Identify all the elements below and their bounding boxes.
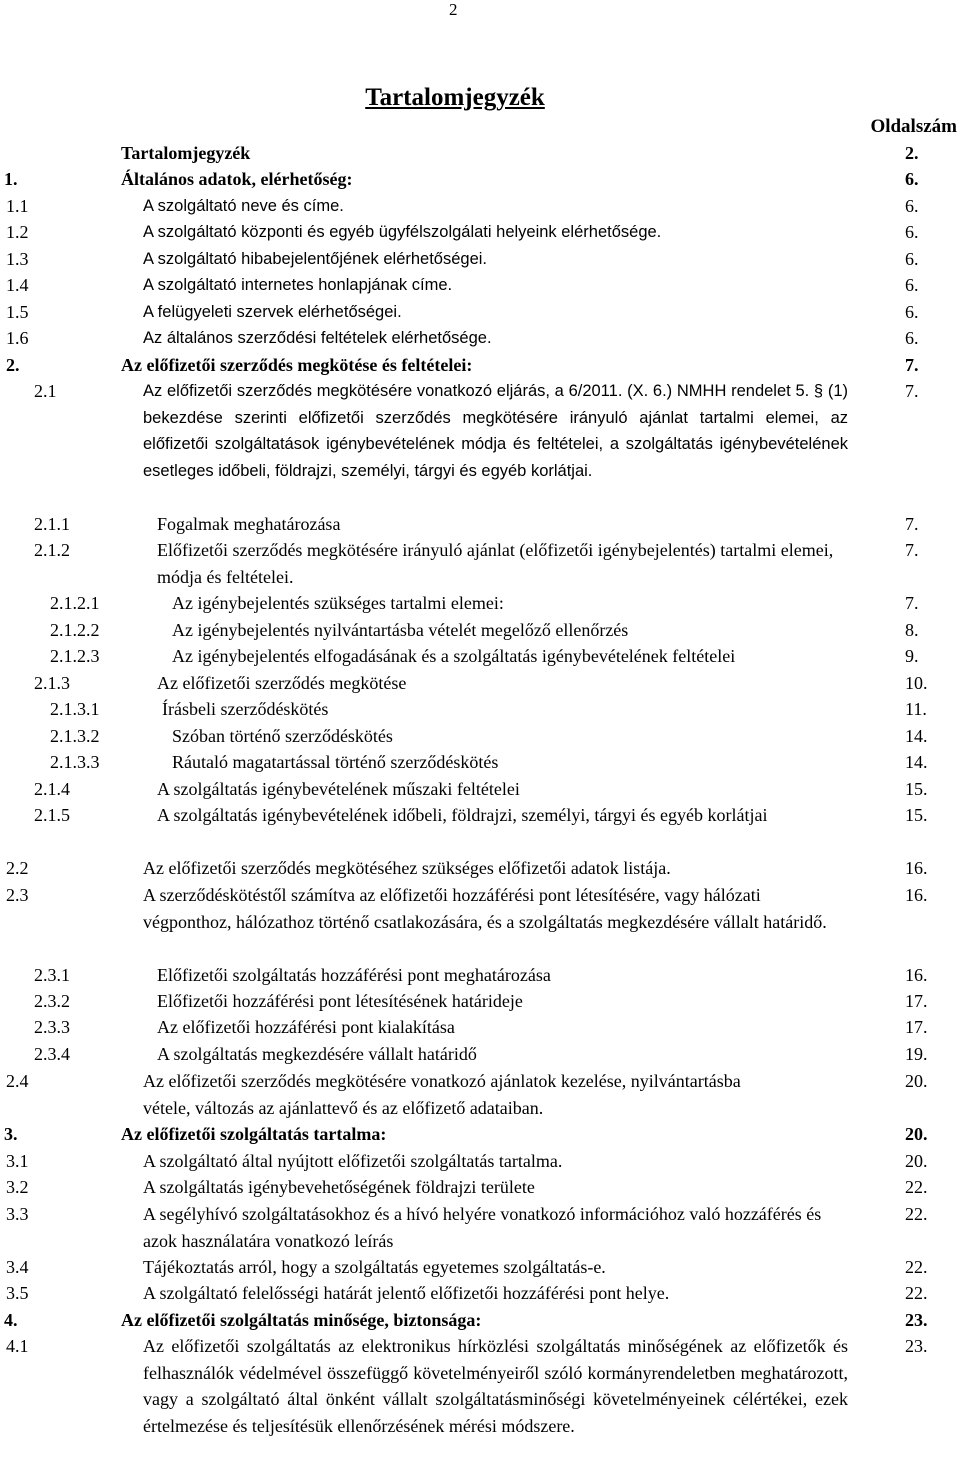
toc-entry-page: 6. [905,249,919,269]
toc-entry-number: 3.3 [6,1204,29,1224]
toc-entry-page: 15. [905,805,928,825]
toc-entry-title: A szolgáltató központi és egyéb ügyfélszolgálati helyeink elérhetősége. [143,223,662,241]
toc-entry-title: A szolgáltató felelősségi határát jelentő előfizetői hozzáférési pont helye. [143,1283,670,1303]
toc-entry-number: 2.1.2 [34,540,70,560]
toc-entry-page: 6. [905,275,919,295]
toc-entry-number: 2.1.4 [34,779,70,799]
toc-entry-title: A szolgáltató neve és címe. [143,197,344,215]
toc-entry-page: 7. [905,355,919,375]
toc-entry-number: 2.1.3 [34,673,70,693]
toc-entry-page: 16. [905,858,928,878]
toc-entry-title: Az igénybejelentés nyilvántartásba vételét megelőző ellenőrzés [172,620,629,640]
toc-entry-page: 14. [905,726,928,746]
toc-entry-title: Az előfizetői hozzáférési pont kialakítása [157,1017,455,1037]
toc-entry-page: 14. [905,752,928,772]
toc-entry-page: 6. [905,222,919,242]
document-title: Tartalomjegyzék [365,84,545,111]
toc-entry-title: Az előfizetői szolgáltatás minősége, biztonsága: [121,1310,482,1330]
toc-entry-page: 8. [905,620,919,640]
toc-entry-page: 2. [905,143,919,163]
toc-entry-title: A szolgáltatás igénybevehetőségének földrajzi területe [143,1177,535,1197]
toc-entry-title: Írásbeli szerződéskötés [162,699,329,719]
toc-entry-title: Az igénybejelentés elfogadásának és a szolgáltatás igénybevételének feltételei [172,646,736,666]
page-number: 2 [449,0,458,19]
toc-entry-number: 2.4 [6,1071,29,1091]
toc-entry-number: 1.2 [6,222,29,242]
toc-entry-title: Az előfizetői szerződés megkötésére vonatkozó ajánlatok kezelése, nyilvántartásba vétele, változás az ajánlattevő és az előfizető adataiban. [143,1071,741,1118]
toc-entry-number: 4.1 [6,1336,29,1356]
toc-entry-page: 22. [905,1257,928,1277]
toc-entry-title: Az előfizetői szolgáltatás tartalma: [121,1124,387,1144]
toc-entry-page: 17. [905,1017,928,1037]
toc-entry-number: 2.1.3.1 [50,699,100,719]
toc-entry-title: A szolgáltató által nyújtott előfizetői szolgáltatás tartalma. [143,1151,563,1171]
toc-entry-title: A szolgáltató internetes honlapjának címe. [143,276,453,294]
toc-entry-page: 7. [905,540,919,560]
toc-entry-title: Szóban történő szerződéskötés [172,726,393,746]
toc-entry-title: Előfizetői szolgáltatás hozzáférési pont meghatározása [157,965,551,985]
toc-entry-number: 2.1.2.2 [50,620,100,640]
toc-entry-page: 22. [905,1283,928,1303]
toc-entry-page: 7. [905,514,919,534]
toc-entry-page: 20. [905,1151,928,1171]
toc-entry-page: 10. [905,673,928,693]
toc-entry-title: Az előfizetői szerződés megkötése és feltételei: [121,355,473,375]
toc-entry-title: Általános adatok, elérhetőség: [121,169,353,189]
toc-entry-title: A szolgáltatás igénybevételének műszaki feltételei [157,779,520,799]
toc-entry-number: 2.1.3.3 [50,752,100,772]
toc-entry-number: 2.1.5 [34,805,70,825]
toc-entry-title: Az előfizetői szerződés megkötéséhez szükséges előfizetői adatok listája. [143,858,671,878]
toc-entry-number: 1.6 [6,328,29,348]
toc-entry-number: 3.2 [6,1177,29,1197]
toc-entry-page: 6. [905,302,919,322]
toc-entry-title: A szolgáltatás megkezdésére vállalt határidő [157,1044,477,1064]
toc-entry-page: 7. [905,381,919,401]
toc-entry-page: 6. [905,169,919,189]
toc-entry-number: 1.3 [6,249,29,269]
toc-entry-number: 4. [4,1310,18,1330]
toc-entry-title: Az általános szerződési feltételek elérhetősége. [143,329,492,347]
toc-entry-title: Fogalmak meghatározása [157,514,341,534]
toc-entry-page: 11. [905,699,927,719]
toc-entry-number: 2.3 [6,885,29,905]
toc-entry-number: 2.1.1 [34,514,70,534]
toc-entry-number: 2.1.2.3 [50,646,100,666]
toc-entry-number: 2.3.4 [34,1044,70,1064]
toc-entry-number: 3.5 [6,1283,29,1303]
toc-entry-number: 2.3.2 [34,991,70,1011]
toc-entry-page: 9. [905,646,919,666]
toc-entry-title: Az előfizetői szerződés megkötése [157,673,407,693]
toc-entry-title: Előfizetői szerződés megkötésére irányuló ajánlat (előfizetői igénybejelentés) tartalmi elemei, módja és feltételei. [157,540,834,587]
toc-entry-title: A szerződéskötéstől számítva az előfizetői hozzáférési pont létesítésére, vagy hálózati végponthoz, hálózathoz történő csatlakozására, és a szolgáltatás megkezdésére vállalt határidő. [143,885,827,932]
toc-entry-page: 20. [905,1071,928,1091]
page-column-header: Oldalszám [870,116,957,137]
toc-entry-page: 22. [905,1204,928,1224]
toc-entry-number: 2.1.3.2 [50,726,100,746]
toc-entry-page: 20. [905,1124,928,1144]
toc-entry-title: Ráutaló magatartással történő szerződéskötés [172,752,499,772]
toc-entry-title: Az igénybejelentés szükséges tartalmi elemei: [172,593,504,613]
toc-entry-page: 22. [905,1177,928,1197]
toc-entry-title: A szolgáltató hibabejelentőjének elérhetőségei. [143,250,488,268]
toc-entry-title: Tartalomjegyzék [121,143,251,163]
toc-entry-title: A segélyhívó szolgáltatásokhoz és a hívó helyére vonatkozó információhoz való hozzáférés és azok használatára vonatkozó leírás [143,1204,822,1251]
toc-entry-page: 6. [905,196,919,216]
toc-entry-page: 16. [905,885,928,905]
toc-entry-page: 23. [905,1310,928,1330]
toc-entry-title: A felügyeleti szervek elérhetőségei. [143,303,402,321]
toc-entry-number: 2.3.3 [34,1017,70,1037]
toc-entry-number: 1.4 [6,275,29,295]
toc-entry-page: 17. [905,991,928,1011]
toc-entry-number: 1.5 [6,302,29,322]
toc-entry-number: 2.1 [34,381,57,401]
toc-entry-number: 3.4 [6,1257,29,1277]
toc-entry-number: 2. [6,355,20,375]
toc-entry-page: 23. [905,1336,928,1356]
toc-entry-title: Az előfizetői szerződés megkötésére vonatkozó eljárás, a 6/2011. (X. 6.) NMHH rendelet 5. § (1) bekezdése szerinti előfizetői szerződés megkötésére irányuló ajánlat tartalmi elemei, az előfizetői szolgáltatások igénybevételének módja és feltételei, a szolgáltatás igénybevételének esetleges időbeli, földrajzi, személyi, tárgyi és egyéb korlátjai. [143,382,848,480]
toc-entry-page: 16. [905,965,928,985]
toc-entry-number: 2.1.2.1 [50,593,100,613]
toc-entry-page: 15. [905,779,928,799]
toc-entry-number: 3. [4,1124,18,1144]
toc-entry-title: A szolgáltatás igénybevételének időbeli, földrajzi, személyi, tárgyi és egyéb korlátjai [157,805,768,825]
toc-entry-title: Az előfizetői szolgáltatás az elektronikus hírközlési szolgáltatás minőségének az előfizetők és felhasználók védelmével összefüggő követelményeiről szóló kormányrendeletben meghatározott, vagy a szolgáltató által önként vállalt szolgáltatásminőségi követelményeinek célértékei, ezek értelmezése és teljesítésük ellenőrzésének mérési módszere. [143,1336,848,1436]
toc-entry-number: 2.2 [6,858,29,878]
toc-entry-number: 1.1 [6,196,29,216]
toc-entry-title: Előfizetői hozzáférési pont létesítésének határideje [157,991,523,1011]
toc-entry-page: 6. [905,328,919,348]
toc-entry-number: 2.3.1 [34,965,70,985]
toc-entry-page: 19. [905,1044,928,1064]
toc-entry-number: 3.1 [6,1151,29,1171]
toc-entry-number: 1. [4,169,18,189]
toc-entry-title: Tájékoztatás arról, hogy a szolgáltatás egyetemes szolgáltatás-e. [143,1257,606,1277]
toc-entry-page: 7. [905,593,919,613]
